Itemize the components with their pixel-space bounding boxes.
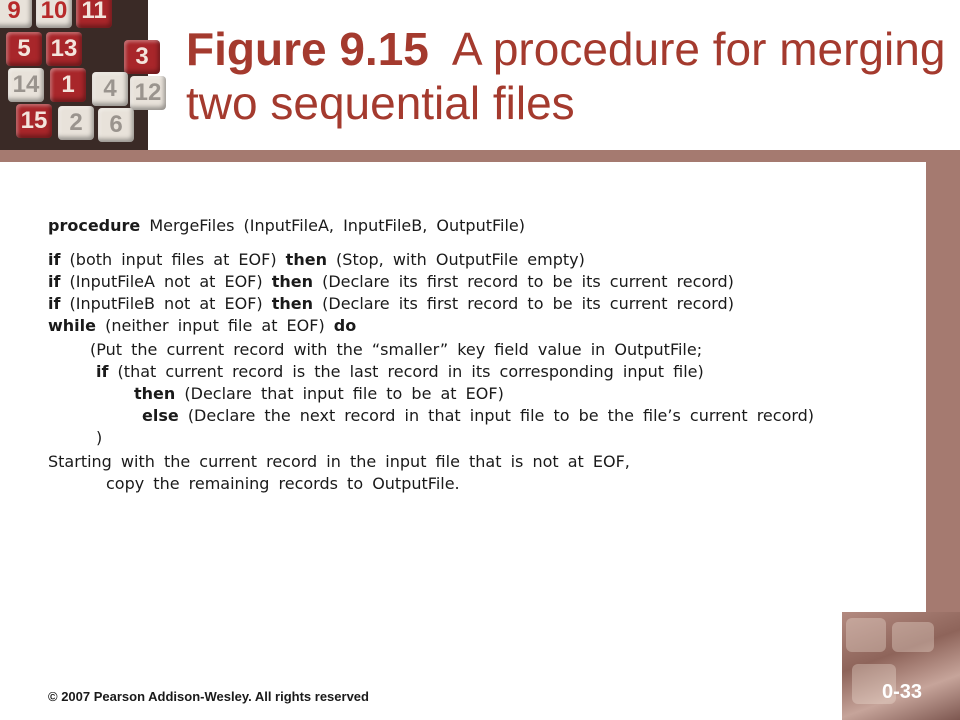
code-line: copy the remaining records to OutputFile. [106, 474, 460, 493]
slide-number: 0-33 [882, 681, 923, 703]
code-line: if (both input files at EOF) then (Stop, with OutputFile empty) [48, 250, 585, 269]
copyright-notice: © 2007 Pearson Addison-Wesley. All rights reserved [48, 689, 369, 704]
puzzle-image [0, 0, 162, 150]
code-line: (Put the current record with the “smaller” key field value in OutputFile; [90, 340, 703, 359]
code-line: if (that current record is the last record in its corresponding input file) [96, 362, 704, 381]
figure-number: Figure 9.15 [186, 23, 429, 75]
puzzle-tile: 5 [6, 32, 42, 66]
puzzle-tile: 13 [46, 32, 82, 66]
puzzle-tile: 12 [130, 76, 166, 110]
code-line: if (InputFileB not at EOF) then (Declare its first record to be its current record) [48, 294, 734, 313]
puzzle-tile: 9 [0, 0, 32, 28]
code-line: then (Declare that input file to be at EOF) [134, 384, 504, 403]
header-band [0, 150, 960, 162]
code-line: while (neither input file at EOF) do [48, 316, 357, 335]
code-line: ) [96, 428, 103, 447]
slide-title [186, 22, 946, 130]
puzzle-tile: 11 [76, 0, 112, 28]
code-line: if (InputFileA not at EOF) then (Declare its first record to be its current record) [48, 272, 734, 291]
code-line: Starting with the current record in the input file that is not at EOF, [48, 452, 630, 471]
code-line: procedure MergeFiles (InputFileA, InputFileB, OutputFile) [48, 216, 526, 235]
figure-caption: A procedure for merging two sequential files [186, 23, 946, 129]
puzzle-tile: 6 [98, 108, 134, 142]
figure-panel [0, 162, 926, 612]
puzzle-tile: 1 [50, 68, 86, 102]
puzzle-tile: 4 [92, 72, 128, 106]
puzzle-tile: 10 [36, 0, 72, 28]
puzzle-tile: 14 [8, 68, 44, 102]
puzzle-tile: 15 [16, 104, 52, 138]
code-line: else (Declare the next record in that input file to be the file’s current record) [142, 406, 815, 425]
puzzle-tile: 2 [58, 106, 94, 140]
puzzle-tile: 3 [124, 40, 160, 74]
